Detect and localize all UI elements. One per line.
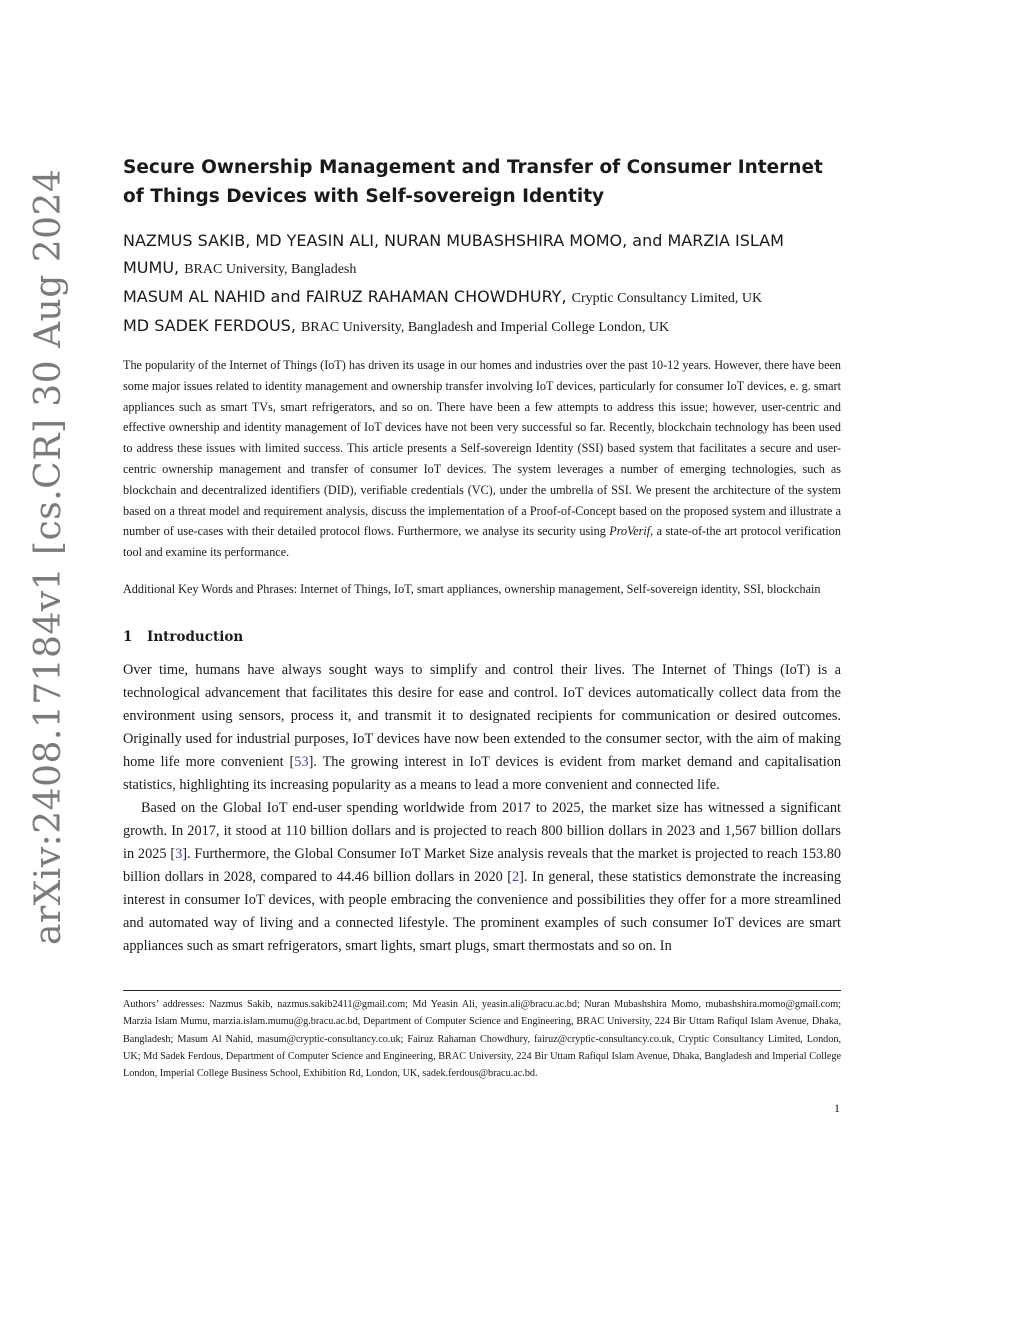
section-title: Introduction [147, 629, 244, 646]
page-number: 1 [834, 1101, 840, 1115]
paragraph-1 [123, 659, 841, 797]
author-addresses-footnote [123, 990, 841, 1082]
abstract [123, 355, 841, 563]
paragraph-2-text-middle: ]. Furthermore, the Global Consumer IoT Market Size analysis reveals that the market is projected to reach 153.80 billion dollars in 2028, compared to 44.46 billion dollars in 2020 [ [123, 846, 841, 886]
footnote-text: Authors’ addresses: Nazmus Sakib, nazmus.sakib2411@gmail.com; Md Yeasin Ali, yeasin.ali@bracu.ac.bd; Nuran Mubashshira Momo, mubashshira.momo@gmail.com; Marzia Islam Mumu, marzia.islam.mumu@g.bracu.ac.bd, Department of Computer Science and Engineering, BRAC University, 224 Bir Uttam Rafiqul Islam Avenue, Dhaka, Bangladesh; Masum Al Nahid, masum@cryptic-consultancy.co.uk; Fairuz Rahaman Chowdhury, fairuz@cryptic-consultancy.co.uk, Cryptic Consultancy Limited, London, UK; Md Sadek Ferdous, Department of Computer Science and Engineering, BRAC University, 224 Bir Uttam Rafiqul Islam Avenue, Dhaka, Bangladesh and Imperial College London, Imperial College Business School, Exhibition Rd, London, UK, sadek.ferdous@bracu.ac.bd. [123, 999, 841, 1080]
paragraph-1-text-end: ]. The growing interest in IoT devices is evident from market demand and capitalisation statistics, highlighting its increasing popularity as a means to lead a more convenient and connected life. [123, 754, 841, 794]
author-line-3 [123, 312, 841, 341]
citation-link-53[interactable]: 53 [294, 754, 309, 771]
author-block [123, 227, 841, 341]
citation-link-3[interactable]: 3 [175, 846, 183, 863]
abstract-text-part: The popularity of the Internet of Things (IoT) has driven its usage in our homes and industries over the past 10-12 years. However, there have been some major issues related to identity management and ownership transfer involving IoT devices, particularly for consumer IoT devices, e. g. smart appliances such as smart TVs, smart refrigerators, and so on. There have been a few attempts to address this issue; however, user-centric and effective ownership and identity management of IoT devices have not been very successful so far. Recently, blockchain technology has been used to address these issues with limited success. This article presents a Self-sovereign Identity (SSI) based system that facilitates a secure and user-centric ownership management and transfer of consumer IoT devices. The system leverages a number of emerging technologies, such as blockchain and decentralized identifiers (DID), verifiable credentials (VC), under the umbrella of SSI. We present the architecture of the system based on a threat model and requirement analysis, discuss the implementation of a Proof-of-Concept based on the proposed system and illustrate a number of use-cases with their detailed protocol flows. Furthermore, we analyse its security using [123, 358, 841, 539]
author-affiliation-3: BRAC University, Bangladesh and Imperial College London, UK [301, 320, 670, 335]
paragraph-2-text: Based on the Global IoT end-user spending worldwide from 2017 to 2025, the market size has witnessed a significant growth. In 2017, it stood at 110 billion dollars and is projected to reach 800 billion dollars in 2023 and 1,567 billion dollars in 2025 [ [123, 800, 841, 863]
paragraph-2 [123, 797, 841, 958]
author-line-2 [123, 283, 841, 312]
author-names-3: MD SADEK FERDOUS, [123, 316, 296, 335]
proverif-tool-name: ProVerif [609, 524, 651, 539]
arxiv-identifier-stamp: arXiv:2408.17184v1 [cs.CR] 30 Aug 2024 [28, 168, 69, 945]
author-affiliation-1: BRAC University, Bangladesh [184, 262, 357, 277]
paragraph-2-text-end: ]. In general, these statistics demonstrate the increasing interest in consumer IoT devices, with people embracing the convenience and possibilities they offer for a more streamlined and automated way of living and a connected lifestyle. The prominent examples of such consumer IoT devices are smart appliances such as smart refrigerators, smart lights, smart plugs, smart thermostats and so on. In [123, 869, 841, 955]
author-names-1: NAZMUS SAKIB, MD YEASIN ALI, NURAN MUBASHSHIRA MOMO, and MARZIA ISLAM MUMU, [123, 231, 784, 277]
section-number: 1 [123, 629, 133, 646]
section-heading-introduction [123, 629, 841, 645]
abstract-text [123, 355, 841, 563]
paragraph-1-text: Over time, humans have always sought ways to simplify and control their lives. The Internet of Things (IoT) is a technological advancement that facilitates this desire for ease and control. IoT devices automatically collect data from the environment using sensors, process it, and transmit it to designated recipients for communication or desired outcomes. Originally used for industrial purposes, IoT devices have now been extended to the consumer sector, with the aim of making home life more convenient [ [123, 662, 841, 771]
introduction-body [123, 659, 841, 958]
citation-link-2[interactable]: 2 [512, 869, 520, 886]
keywords: Additional Key Words and Phrases: Internet of Things, IoT, smart appliances, ownership management, Self-sovereign identity, SSI, blockchain [123, 581, 821, 596]
author-names-2: MASUM AL NAHID and FAIRUZ RAHAMAN CHOWDHURY, [123, 287, 567, 306]
abstract-text-end: , a state-of-the art protocol verification tool and examine its performance. [123, 524, 841, 560]
paper-title: Secure Ownership Management and Transfer of Consumer Internet of Things Devices with Self-sovereign Identity [123, 157, 823, 207]
author-affiliation-2: Cryptic Consultancy Limited, UK [571, 291, 763, 306]
author-line-1 [123, 227, 841, 283]
paper-front-matter [123, 153, 841, 958]
